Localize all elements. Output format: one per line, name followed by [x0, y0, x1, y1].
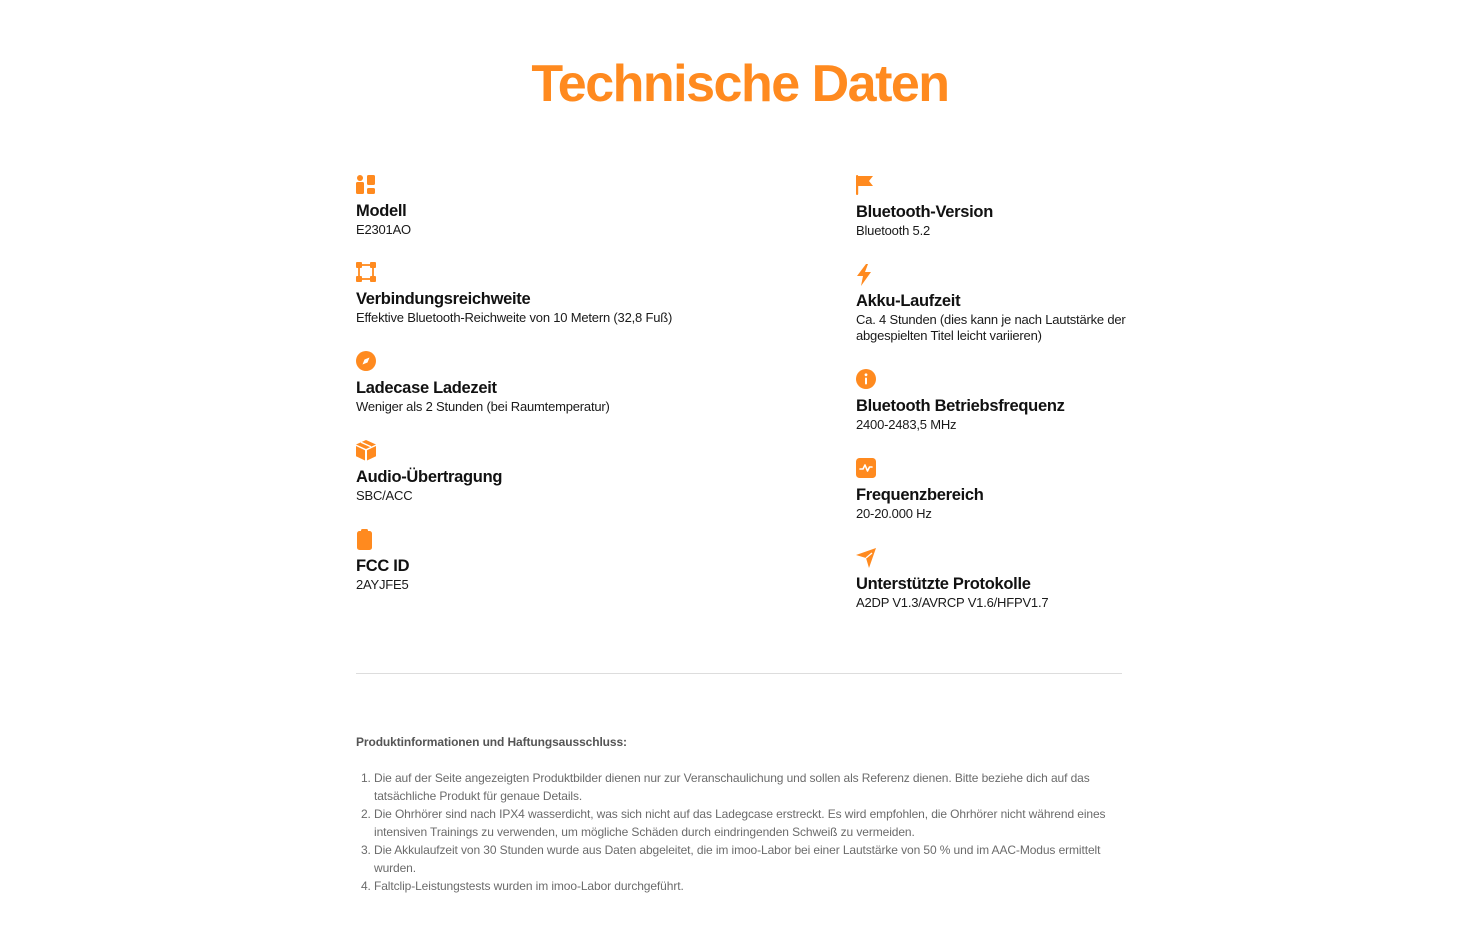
disclaimer-item: 3. Die Akkulaufzeit von 30 Stunden wurde aus Daten abgeleitet, die im imoo-Labor bei einer Lautstärke von 50 % und im AAC-Modus ermittelt wurden. [374, 841, 1144, 877]
info-icon [856, 369, 878, 391]
spec-item-bluetooth-betriebsfrequenz [856, 369, 1146, 433]
spec-item-unterstuetzte-protokolle [856, 547, 1146, 611]
spec-value: A2DP V1.3/AVRCP V1.6/HFPV1.7 [856, 595, 1049, 610]
spec-item-fcc-id [356, 529, 796, 593]
pulse-icon [856, 458, 878, 480]
vector-square-icon [356, 262, 378, 284]
spec-item-frequenzbereich [856, 458, 1146, 522]
spec-value: Bluetooth 5.2 [856, 223, 931, 238]
box-icon [356, 440, 378, 462]
send-icon [856, 547, 878, 569]
id-card-icon [356, 529, 378, 551]
disclaimer-title: Produktinformationen und Haftungsausschluss: [356, 735, 627, 749]
spec-item-bluetooth-version [856, 175, 1146, 239]
spec-value: E2301AO [356, 222, 411, 237]
spec-value: 20-20.000 Hz [856, 506, 932, 521]
disclaimer-item: 2. Die Ohrhörer sind nach IPX4 wasserdicht, was sich nicht auf das Ladegcase erstreckt. Es wird empfohlen, die Ohrhörer nicht während eines intensiven Trainings zu verwenden, um mögliche Schäden durch eindringenden Schweiß zu vermeiden. [374, 805, 1144, 841]
modules-icon [356, 174, 378, 196]
spec-value: 2AYJFE5 [356, 577, 409, 592]
spec-label: Modell [356, 202, 407, 220]
spec-item-modell [356, 174, 796, 238]
spec-label: FCC ID [356, 557, 410, 575]
spec-label: Bluetooth Betriebsfrequenz [856, 397, 1065, 415]
flag-icon [856, 175, 878, 197]
spec-label: Audio-Übertragung [356, 468, 503, 486]
spec-value: Ca. 4 Stunden (dies kann je nach Lautstärke der abgespielten Titel leicht variieren) [856, 312, 1126, 343]
spec-label: Akku-Laufzeit [856, 292, 961, 310]
spec-label: Unterstützte Protokolle [856, 575, 1031, 593]
spec-item-ladecase-ladezeit [356, 351, 796, 415]
lightning-icon [856, 264, 878, 286]
spec-label: Bluetooth-Version [856, 203, 993, 221]
spec-item-audio-uebertragung [356, 440, 796, 504]
spec-value: SBC/ACC [356, 488, 413, 503]
spec-label: Ladecase Ladezeit [356, 379, 497, 397]
spec-label: Verbindungsreichweite [356, 290, 531, 308]
spec-label: Frequenzbereich [856, 486, 984, 504]
spec-value: Weniger als 2 Stunden (bei Raumtemperatur) [356, 399, 610, 414]
disclaimer-item: 1. Die auf der Seite angezeigten Produktbilder dienen nur zur Veranschaulichung und sollen als Referenz dienen. Bitte beziehe dich auf das tatsächliche Produkt für genaue Details. [374, 769, 1144, 805]
spec-value: Effektive Bluetooth-Reichweite von 10 Metern (32,8 Fuß) [356, 310, 673, 325]
page-title: Technische Daten [531, 55, 949, 113]
spec-item-akku-laufzeit [856, 264, 1146, 344]
disclaimer-list [356, 769, 1144, 895]
divider [356, 673, 1122, 674]
spec-item-verbindungsreichweite [356, 262, 796, 326]
disclaimer-item: 4. Faltclip-Leistungstests wurden im imoo-Labor durchgeführt. [374, 877, 1144, 895]
compass-icon [356, 351, 378, 373]
spec-value: 2400-2483,5 MHz [856, 417, 957, 432]
